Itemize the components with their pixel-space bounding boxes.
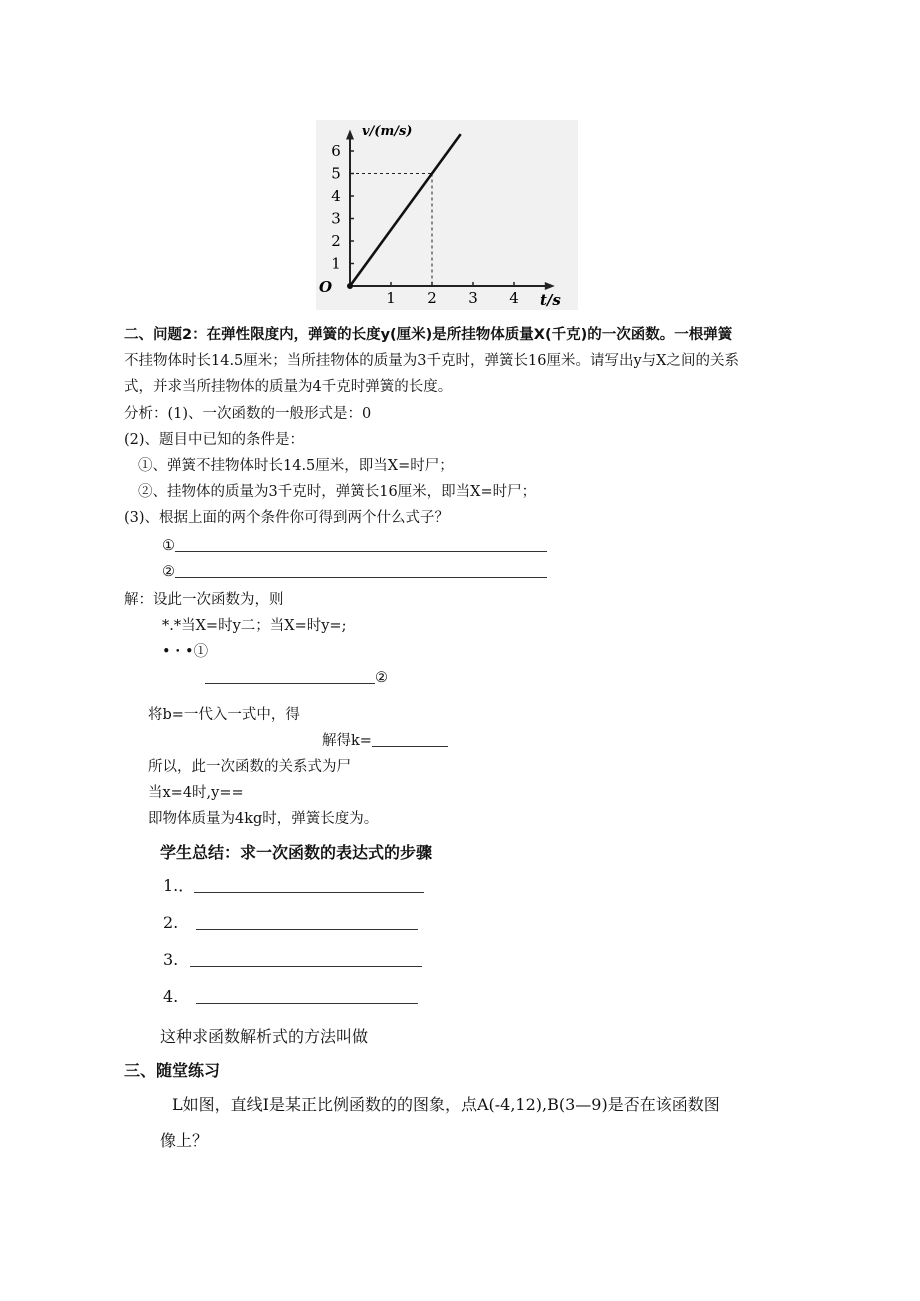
solution-7: 所以，此一次函数的关系式为尸 (148, 759, 351, 775)
summary-step-1 (163, 876, 424, 896)
solution-6 (322, 731, 448, 751)
y-tick-label-2: 2 (331, 232, 341, 250)
summary-step-4 (163, 987, 418, 1007)
x-tick-label-4: 4 (509, 289, 519, 307)
origin-point (347, 283, 353, 289)
step-4-num: 4. (163, 987, 179, 1006)
q2-line-3: 式，并求当所挂物体的质量为4千克时弹簧的长度。 (124, 379, 453, 395)
solution-3: •・•① (162, 644, 209, 660)
velocity-time-graph (316, 120, 578, 310)
solution-4-label: ② (375, 670, 388, 686)
solution-8: 当x=4时,y== (148, 785, 244, 801)
y-axis-label: v/(m/s) (362, 124, 413, 139)
blank-1-label: ① (162, 538, 175, 554)
step-3-line (190, 952, 422, 967)
practice-line-2: 像上？ (160, 1131, 209, 1150)
summary-step-2 (163, 913, 418, 933)
summary-title: 学生总结：求一次函数的表达式的步骤 (160, 843, 433, 862)
y-tick-label-5: 5 (331, 164, 341, 183)
condition-2: ②、挂物体的质量为3千克时，弹簧长16厘米，即当X=时尸； (138, 484, 537, 500)
q2-line-1 (124, 325, 732, 345)
origin-label: O (319, 278, 333, 296)
practice-title: 三、随堂练习 (124, 1061, 221, 1080)
solution-1: 解：设此一次函数为，则 (124, 592, 284, 608)
step-2-line (196, 915, 418, 930)
solution-4-line (205, 669, 375, 684)
blank-1-line (175, 537, 547, 552)
analysis-1: 分析：(1)、一次函数的一般形式是：0 (124, 406, 372, 422)
x-tick-label-1: 1 (386, 289, 396, 307)
step-2-num: 2. (163, 913, 179, 932)
x-axis-label: t/s (540, 291, 561, 309)
analysis-3: (3)、根据上面的两个条件你可得到两个什么式子？ (124, 510, 450, 526)
step-3-num: 3. (163, 950, 179, 969)
blank-equation-1 (162, 536, 547, 556)
blank-equation-2 (162, 562, 547, 582)
step-4-line (196, 989, 418, 1004)
y-tick-label-4: 4 (331, 187, 341, 205)
x-tick-label-2: 2 (427, 289, 437, 307)
solution-2: *.*当X=时y二；当X=时y=; (162, 618, 347, 634)
y-tick-label-3: 3 (331, 209, 341, 228)
step-1-line (194, 878, 424, 893)
blank-2-label: ② (162, 564, 175, 580)
practice-line-1: L如图，直线I是某正比例函数的的图象，点A(-4,12),B(3—9)是否在该函数图 (172, 1095, 720, 1114)
solution-4 (205, 668, 388, 688)
solution-6-line (372, 732, 448, 747)
step-1-num: 1.． (163, 876, 195, 895)
condition-1: ①、弹簧不挂物体时长14.5厘米，即当X=时尸； (138, 458, 454, 474)
summary-step-3 (163, 950, 422, 970)
y-tick-label-1: 1 (331, 254, 341, 273)
q2-heading: 二、问题2：在弹性限度内，弹簧的长度y(厘米)是所挂物体质量X(千克)的一次函数。一根弹簧 (124, 327, 733, 343)
analysis-2: (2)、题目中已知的条件是： (124, 432, 305, 448)
summary-method: 这种求函数解析式的方法叫做 (160, 1027, 369, 1046)
x-tick-label-3: 3 (468, 289, 478, 307)
y-tick-label-6: 6 (331, 142, 341, 160)
q2-line-2: 不挂物体时长14.5厘米；当所挂物体的质量为3千克时，弹簧长16厘米。请写出y与X之间的关系 (124, 353, 739, 369)
solution-5: 将b=一代入一式中，得 (148, 707, 300, 723)
solution-6-text: 解得k= (322, 733, 372, 749)
blank-2-line (175, 563, 547, 578)
solution-9: 即物体质量为4kg时，弹簧长度为。 (148, 811, 379, 827)
